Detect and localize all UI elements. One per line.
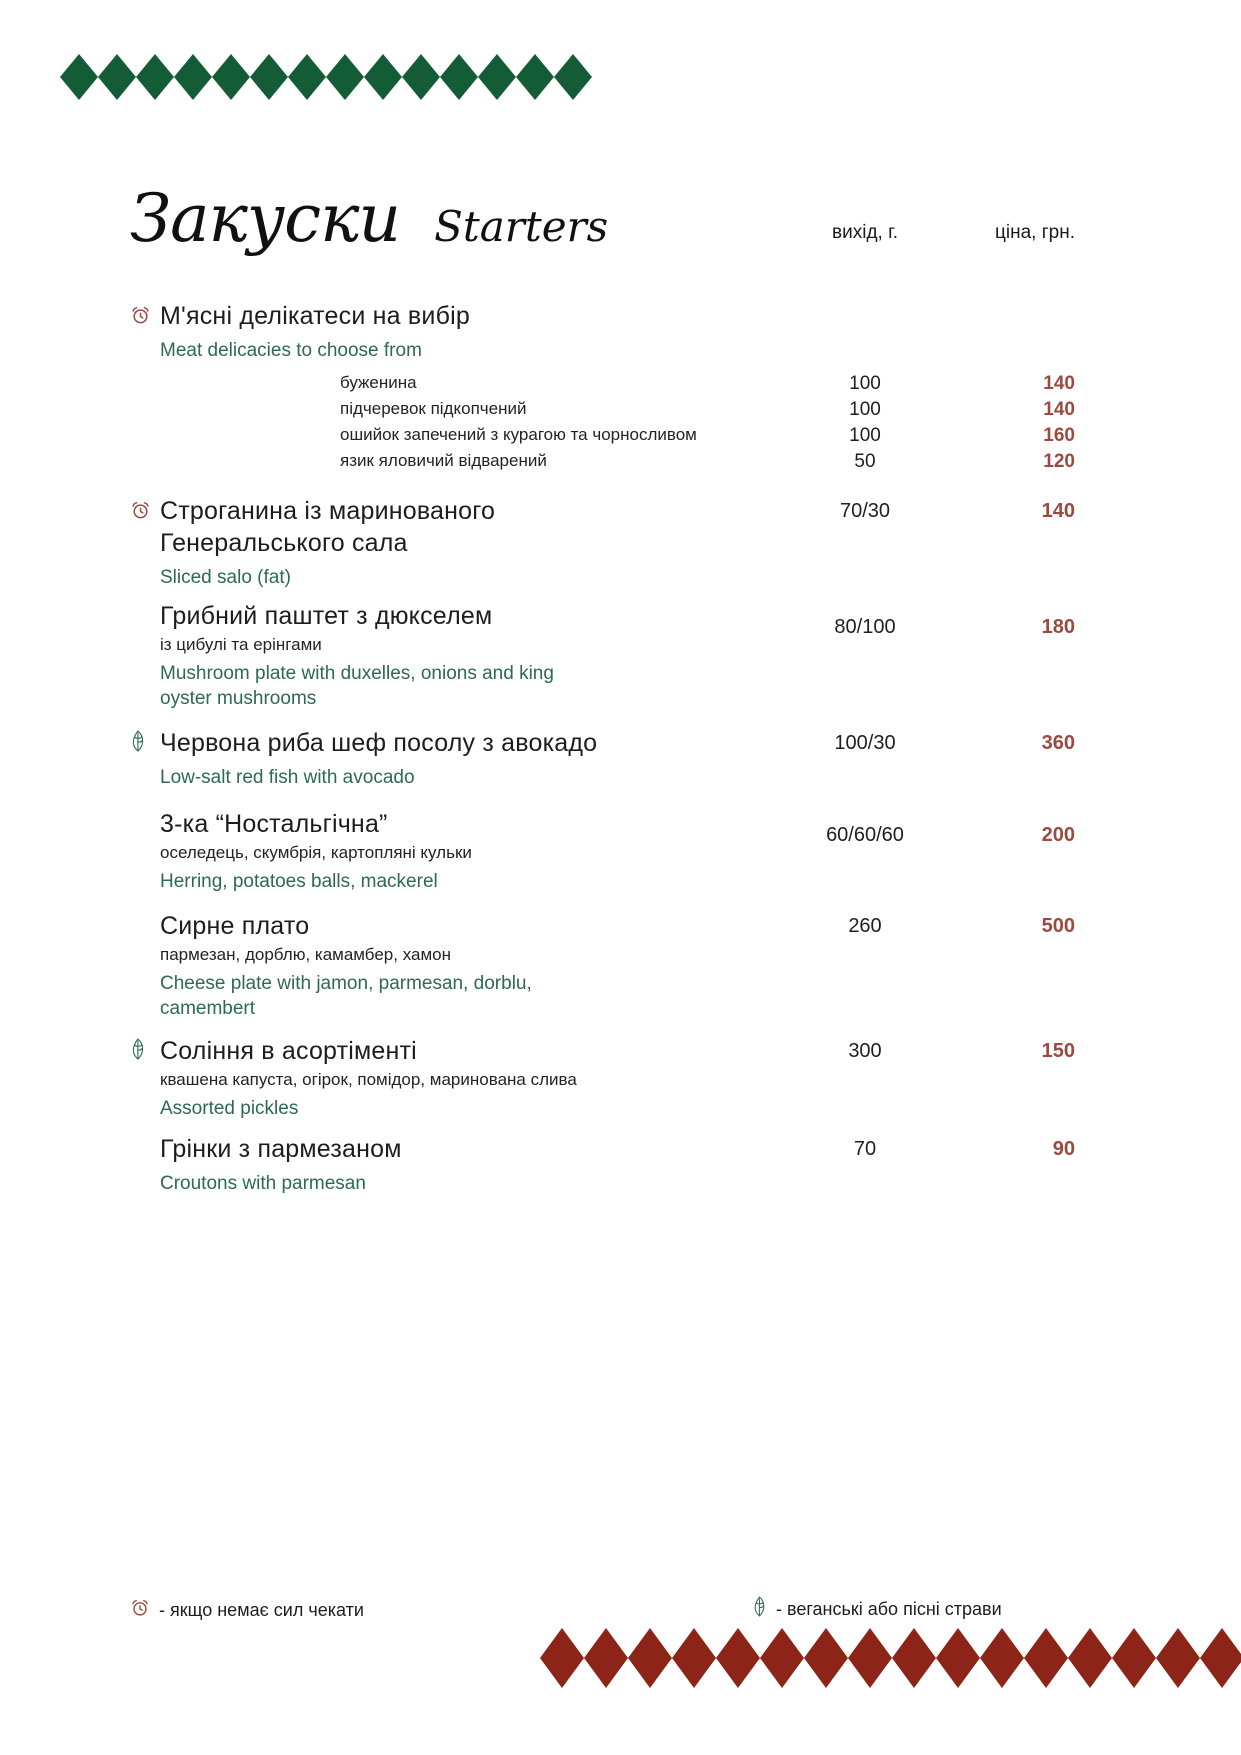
legend-leaf-text: - веганські або пісні страви — [776, 1598, 1002, 1619]
dish-description: пармезан, дорблю, камамбер, хамон — [160, 945, 451, 964]
dish-name-english: Assorted pickles — [160, 1098, 299, 1119]
portion-value: 80/100 — [834, 616, 896, 638]
price-value: 140 — [1043, 373, 1075, 394]
legend-leaf — [752, 1596, 1002, 1622]
portion-value: 70/30 — [839, 500, 891, 522]
dish-name-english-line2: oyster mushrooms — [160, 688, 317, 709]
dish-description: із цибулі та ерінгами — [160, 635, 322, 654]
sub-item-row — [130, 425, 1075, 451]
dish-name: Сирне плато — [160, 912, 310, 940]
portion-value: 100/30 — [834, 732, 896, 754]
price-value: 140 — [1043, 399, 1075, 420]
menu-item — [130, 1133, 1075, 1196]
dish-name-english — [160, 971, 790, 1021]
dish-name-english-line1: Mushroom plate with duxelles, onions and king — [160, 663, 554, 684]
sub-item-name: буженина — [340, 373, 417, 392]
menu-item — [130, 300, 1075, 477]
price-value: 360 — [1041, 732, 1075, 754]
diamond-ornament-bottom — [540, 1628, 1241, 1688]
alarm-clock-icon — [130, 305, 151, 331]
dish-name: 3-ка “Ностальгічна” — [160, 810, 388, 838]
portion-value: 100 — [849, 399, 881, 420]
section-title-ukrainian: Закуски — [130, 180, 401, 257]
dish-name-english: Sliced salo (fat) — [160, 567, 291, 588]
dish-name-english: Meat delicacies to choose from — [160, 340, 422, 361]
alarm-clock-icon — [130, 1598, 150, 1623]
menu-item — [130, 727, 1075, 790]
portion-value: 60/60/60 — [826, 824, 904, 846]
page-header — [130, 180, 1075, 257]
page-title — [130, 180, 790, 257]
sub-item-row — [130, 373, 1075, 399]
leaf-icon — [752, 1596, 767, 1622]
portion-value: 50 — [854, 451, 876, 472]
sub-item-list — [130, 373, 1075, 477]
dish-name: Грінки з пармезаном — [160, 1135, 402, 1163]
dish-name-english-line2: camembert — [160, 998, 256, 1019]
menu-list — [130, 300, 1075, 1196]
dish-name-english: Low-salt red fish with avocado — [160, 767, 415, 788]
dish-name-english — [160, 661, 790, 711]
legend-clock-text: - якщо немає сил чекати — [159, 1600, 364, 1620]
dish-name: Строганина із маринованого — [160, 497, 496, 525]
dish-name: Соління в асортіменті — [160, 1037, 417, 1065]
sub-item-name: язик яловичий відварений — [340, 451, 547, 470]
menu-item — [130, 495, 1075, 590]
portion-value: 70 — [853, 1138, 877, 1160]
column-header-price: ціна, грн. — [995, 222, 1075, 243]
sub-item-row — [130, 399, 1075, 425]
sub-item-row — [130, 451, 1075, 477]
dish-description: оселедець, скумбрія, картопляні кульки — [160, 843, 472, 862]
leaf-icon — [130, 730, 146, 757]
sub-item-name: підчеревок підкопчений — [340, 399, 527, 418]
portion-value: 260 — [848, 915, 882, 937]
portion-value: 100 — [849, 425, 881, 446]
dish-name-english: Croutons with parmesan — [160, 1173, 366, 1194]
leaf-icon — [130, 1038, 146, 1065]
sub-item-name: ошийок запечений з курагою та чорносливом — [340, 425, 697, 444]
dish-name: Грибний паштет з дюкселем — [160, 602, 493, 630]
price-value: 120 — [1043, 451, 1075, 472]
column-header-portion: вихід, г. — [832, 222, 898, 243]
portion-value: 300 — [848, 1040, 882, 1062]
legend-clock — [130, 1598, 364, 1623]
price-value: 150 — [1041, 1040, 1075, 1062]
dish-description: квашена капуста, огірок, помідор, маринована слива — [160, 1070, 577, 1089]
dish-name: М'ясні делікатеси на вибір — [160, 302, 470, 330]
price-value: 140 — [1041, 500, 1075, 522]
menu-item — [130, 910, 1075, 1021]
dish-name-line2: Генеральського сала — [160, 529, 408, 557]
dish-name-english: Herring, potatoes balls, mackerel — [160, 871, 438, 892]
alarm-clock-icon — [130, 500, 151, 526]
price-value: 500 — [1041, 915, 1075, 937]
menu-item — [130, 600, 1075, 711]
portion-value: 100 — [849, 373, 881, 394]
menu-item — [130, 1035, 1075, 1121]
section-title-english: Starters — [434, 202, 609, 251]
price-value: 200 — [1041, 824, 1075, 846]
diamond-ornament-top — [60, 54, 592, 100]
price-value: 90 — [1052, 1138, 1075, 1160]
dish-name: Червона риба шеф посолу з авокадо — [160, 729, 598, 757]
price-value: 180 — [1041, 616, 1075, 638]
dish-name-english-line1: Cheese plate with jamon, parmesan, dorblu, — [160, 973, 532, 994]
menu-item — [130, 808, 1075, 894]
price-value: 160 — [1043, 425, 1075, 446]
